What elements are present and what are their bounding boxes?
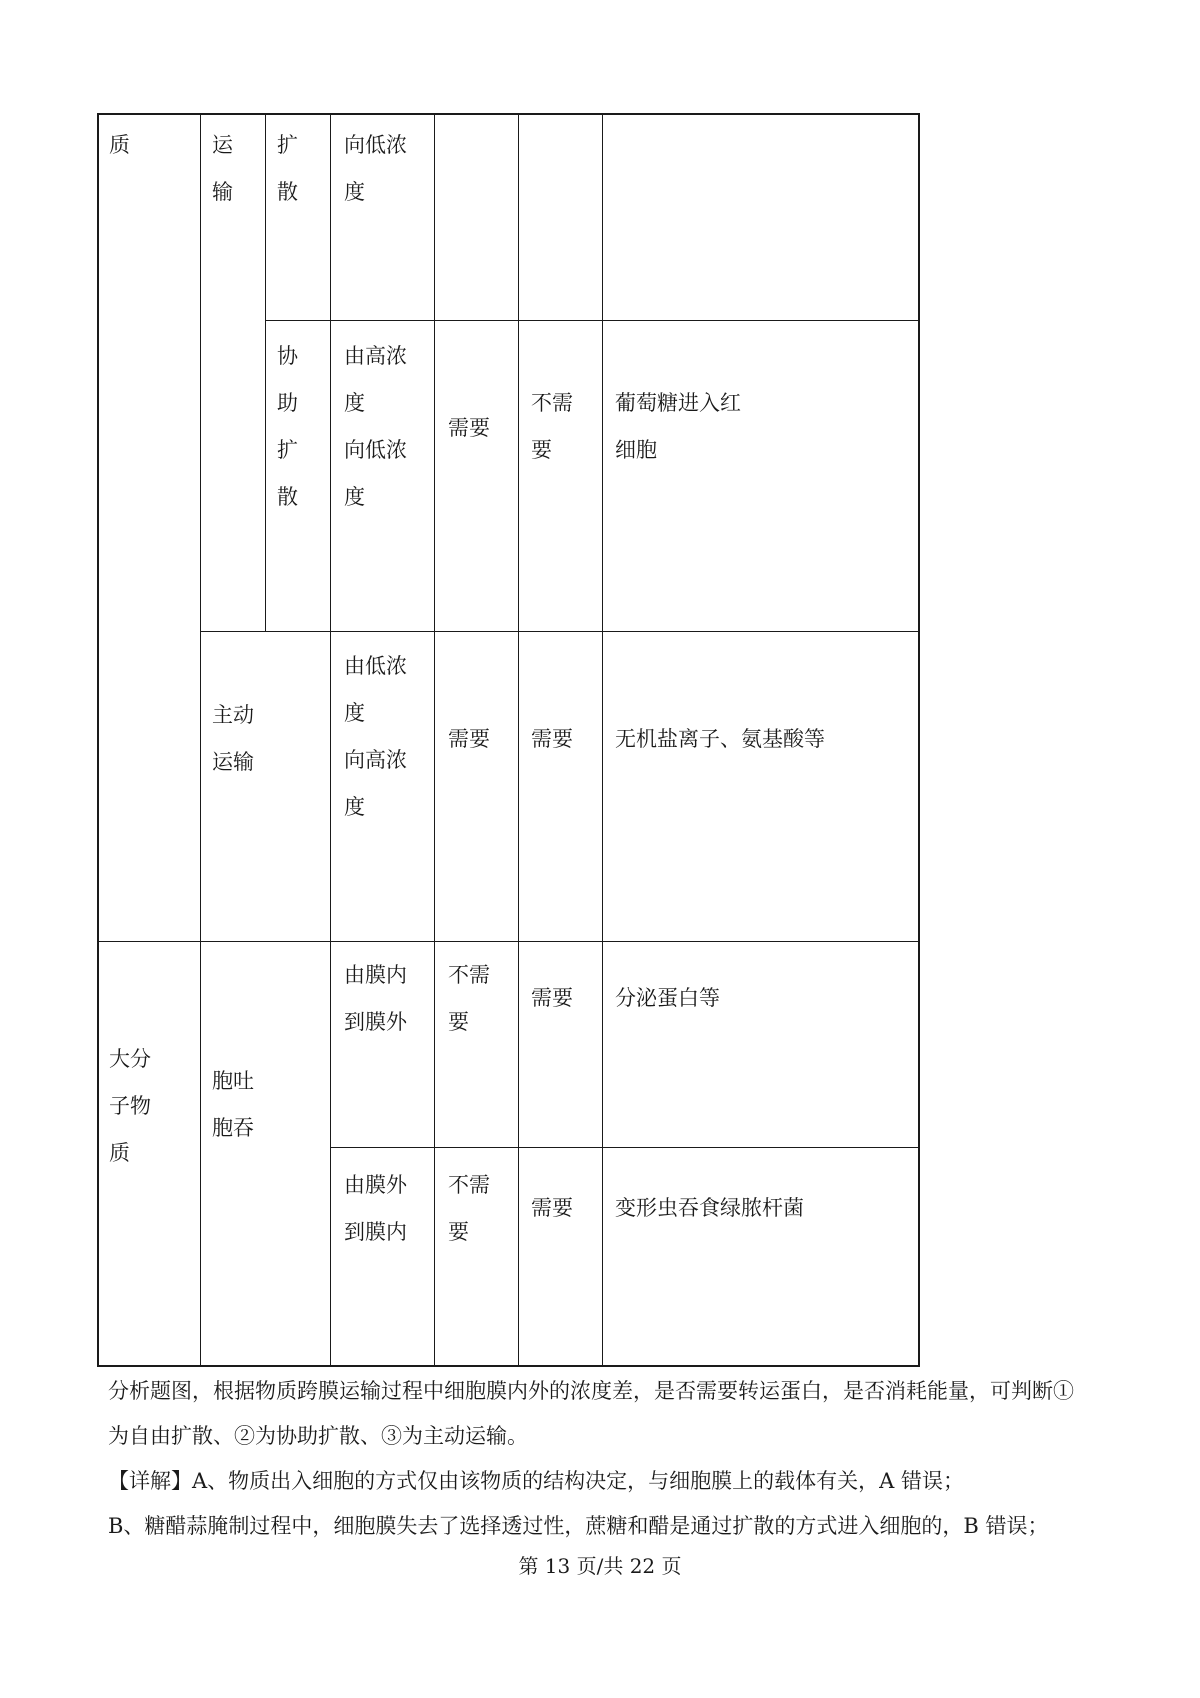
submethod-cell: 协 助 扩 散	[277, 344, 298, 509]
direction-cell: 由膜外 到膜内	[344, 1173, 407, 1244]
method-cell: 胞吐 胞吞	[212, 1069, 254, 1140]
example-cell: 分泌蛋白等	[615, 986, 720, 1010]
direction-cell: 由膜内 到膜外	[344, 963, 407, 1034]
example-cell: 无机盐离子、氨基酸等	[615, 727, 825, 751]
table-border-right	[918, 113, 920, 1367]
carrier-cell: 不需 要	[448, 963, 490, 1034]
table-border-bottom	[97, 1365, 920, 1367]
energy-cell: 需要	[531, 986, 573, 1010]
energy-cell: 不需 要	[531, 391, 573, 462]
table-hline	[330, 1147, 920, 1148]
carrier-cell: 需要	[448, 727, 490, 751]
submethod-cell: 扩 散	[277, 133, 298, 204]
energy-cell: 需要	[531, 727, 573, 751]
table-vline	[602, 113, 603, 1367]
table-border-left	[97, 113, 99, 1367]
table-vline	[265, 113, 266, 632]
example-cell: 葡萄糖进入红 细胞	[615, 391, 741, 462]
method-cell: 运 输	[212, 133, 233, 204]
analysis-paragraph-line: 为自由扩散、②为协助扩散、③为主动运输。	[108, 1424, 528, 1448]
method-cell: 主动 运输	[212, 703, 254, 774]
table-vline	[200, 113, 201, 1367]
energy-cell: 需要	[531, 1196, 573, 1220]
table-vline	[518, 113, 519, 1367]
table-hline	[97, 941, 920, 942]
example-cell: 变形虫吞食绿脓杆菌	[615, 1196, 804, 1220]
table-vline	[330, 113, 331, 1367]
page-footer: 第 13 页/共 22 页	[518, 1554, 682, 1578]
carrier-cell: 不需 要	[448, 1173, 490, 1244]
direction-cell: 向低浓 度	[344, 133, 407, 204]
category-cell: 大分 子物 质	[109, 1047, 151, 1165]
direction-cell: 由高浓 度 向低浓 度	[344, 344, 407, 509]
table-vline	[434, 113, 435, 1367]
analysis-paragraph-line: 分析题图，根据物质跨膜运输过程中细胞膜内外的浓度差，是否需要转运蛋白，是否消耗能量，可判断①	[108, 1379, 1074, 1403]
direction-cell: 由低浓 度 向高浓 度	[344, 654, 407, 819]
table-hline	[200, 631, 920, 632]
carrier-cell: 需要	[448, 416, 490, 440]
detail-paragraph-line: B、糖醋蒜腌制过程中，细胞膜失去了选择透过性，蔗糖和醋是通过扩散的方式进入细胞的，B 错误；	[108, 1514, 1049, 1538]
table-hline	[265, 320, 920, 321]
category-cell: 质	[109, 133, 130, 157]
detail-paragraph-line: 【详解】A、物质出入细胞的方式仅由该物质的结构决定，与细胞膜上的载体有关，A 错误；	[108, 1469, 965, 1493]
table-border-top	[97, 113, 920, 115]
